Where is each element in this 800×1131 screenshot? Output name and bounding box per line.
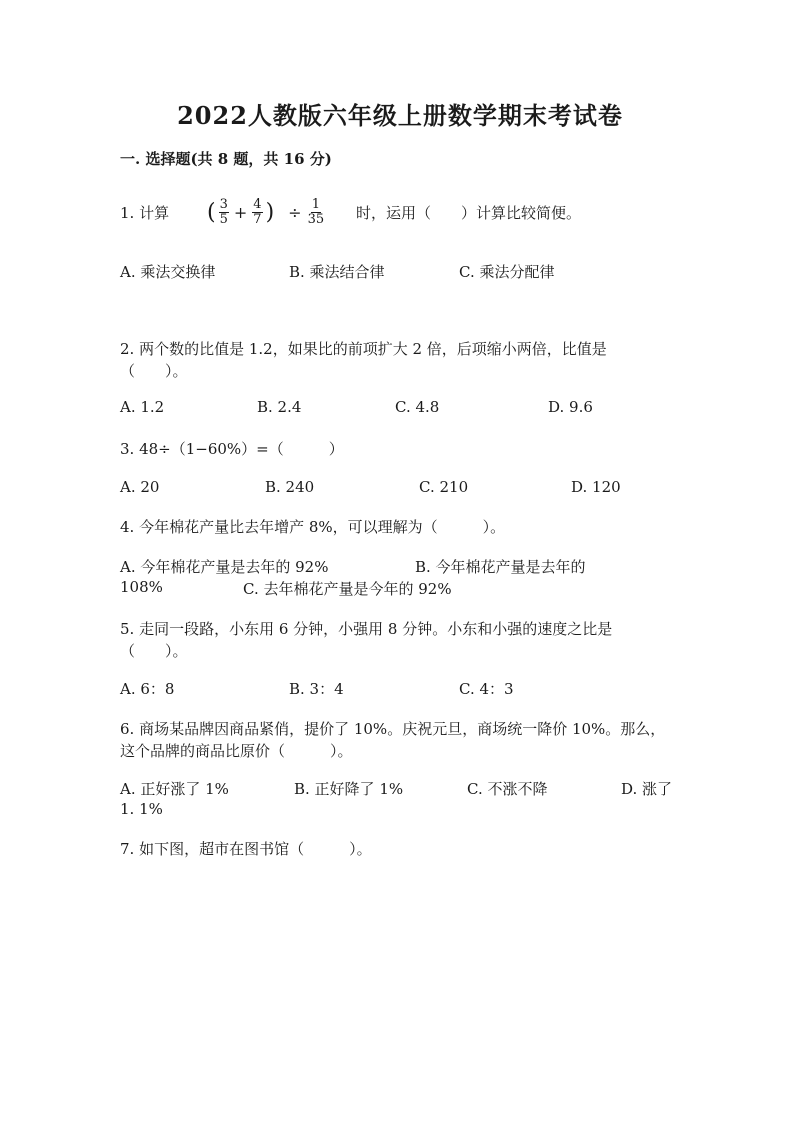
q5-option-b[interactable]: B. 3：4 (289, 680, 344, 698)
right-paren: ) (265, 200, 275, 225)
question-2-text-cont: （ ）。 (120, 362, 188, 380)
q6-option-d-cont: 1. 1% (120, 800, 163, 818)
q3-option-d[interactable]: D. 120 (571, 478, 621, 496)
q3-option-b[interactable]: B. 240 (265, 478, 315, 496)
q4-option-c[interactable]: C. 去年棉花产量是今年的 92% (243, 580, 452, 598)
q4-option-b[interactable]: B. 今年棉花产量是去年的 (415, 558, 586, 576)
q3-option-c[interactable]: C. 210 (419, 478, 469, 496)
q6-option-d[interactable]: D. 涨了 (621, 780, 673, 798)
divide-sign: ÷ (288, 203, 302, 222)
section-heading: 一. 选择题(共 8 题，共 16 分) (120, 150, 332, 168)
question-1-expression (205, 198, 326, 227)
fraction-1-35 (307, 198, 326, 227)
denominator: 7 (253, 212, 262, 227)
q2-option-d[interactable]: D. 9.6 (548, 398, 593, 416)
q5-option-c[interactable]: C. 4：3 (459, 680, 514, 698)
q4-option-b-cont: 108% (120, 578, 163, 596)
q3-option-a[interactable]: A. 20 (120, 478, 160, 496)
q2-option-b[interactable]: B. 2.4 (257, 398, 302, 416)
fraction-4-7 (252, 198, 262, 227)
q1-option-c[interactable]: C. 乘法分配律 (459, 263, 555, 281)
q4-option-a[interactable]: A. 今年棉花产量是去年的 92% (120, 558, 329, 576)
question-2-text: 2. 两个数的比值是 1.2，如果比的前项扩大 2 倍，后项缩小两倍，比值是 (120, 340, 607, 358)
q6-option-b[interactable]: B. 正好降了 1% (294, 780, 404, 798)
q5-option-a[interactable]: A. 6：8 (120, 680, 175, 698)
denominator: 5 (219, 212, 228, 227)
plus-sign: + (233, 203, 248, 222)
question-7-text: 7. 如下图，超市在图书馆（ ）。 (120, 840, 372, 858)
numerator: 4 (253, 197, 262, 212)
fraction-3-5 (219, 198, 229, 227)
numerator: 3 (219, 197, 228, 212)
question-3-text: 3. 48÷（1−60%）=（ ） (120, 440, 344, 458)
question-6-text: 6. 商场某品牌因商品紧俏，提价了 10%。庆祝元旦，商场统一降价 10%。那么， (120, 720, 666, 738)
left-paren: ( (207, 200, 216, 225)
denominator: 35 (307, 212, 325, 227)
question-4-text: 4. 今年棉花产量比去年增产 8%，可以理解为（ ）。 (120, 518, 506, 536)
question-1-suffix: 时，运用（ ）计算比较简便。 (356, 204, 582, 222)
q6-option-a[interactable]: A. 正好涨了 1% (120, 780, 229, 798)
numerator: 1 (311, 197, 320, 212)
q6-option-c[interactable]: C. 不涨不降 (467, 780, 548, 798)
exam-title: 2022人教版六年级上册数学期末考试卷 (177, 101, 623, 130)
q1-option-b[interactable]: B. 乘法结合律 (289, 263, 385, 281)
question-5-text-cont: （ ）。 (120, 642, 188, 660)
question-1-prefix: 1. 计算 (120, 204, 170, 222)
q2-option-a[interactable]: A. 1.2 (120, 398, 165, 416)
q1-option-a[interactable]: A. 乘法交换律 (120, 263, 216, 281)
q2-option-c[interactable]: C. 4.8 (395, 398, 440, 416)
question-5-text: 5. 走同一段路，小东用 6 分钟，小强用 8 分钟。小东和小强的速度之比是 (120, 620, 613, 638)
question-6-text-cont: 这个品牌的商品比原价（ ）。 (120, 742, 353, 760)
